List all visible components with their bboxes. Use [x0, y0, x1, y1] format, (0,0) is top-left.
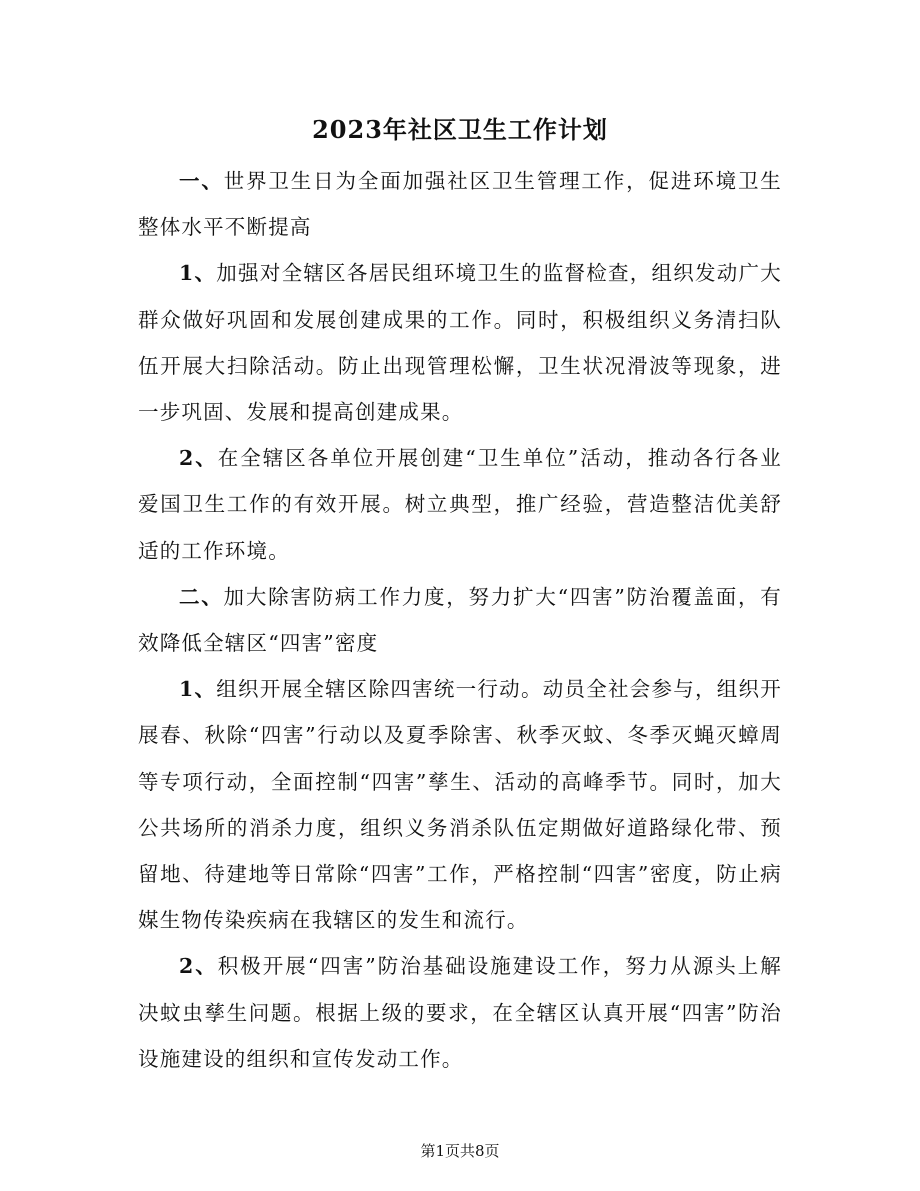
item-number: 1、 [179, 677, 217, 702]
section-number: 一、 [179, 169, 224, 193]
document-body [138, 158, 782, 1082]
paragraph-text: 积极开展“四害”防治基础设施建设工作，努力从源头上解决蚊虫孳生问题。根据上级的要求，在全辖区认真开展“四害”防治设施建设的组织和宣传发动工作。 [138, 954, 782, 1071]
paragraph-text: 组织开展全辖区除四害统一行动。动员全社会参与，组织开展春、秋除“四害”行动以及夏季除害、秋季灭蚊、冬季灭蝇灭蟑周等专项行动，全面控制“四害”孳生、活动的高峰季节。同时，加大公共场所的消杀力度，组织义务消杀队伍定期做好道路绿化带、预留地、待建地等日常除“四害”工作，严格控制“四害”密度，防止病媒生物传染疾病在我辖区的发生和流行。 [138, 677, 782, 933]
paragraph-1-1 [138, 250, 782, 435]
section-heading-2 [138, 574, 782, 666]
item-number: 1、 [179, 261, 217, 286]
paragraph-1-2 [138, 435, 782, 574]
paragraph-text: 在全辖区各单位开展创建“卫生单位”活动，推动各行各业爱国卫生工作的有效开展。树立典型，推广经验，营造整洁优美舒适的工作环境。 [138, 446, 782, 563]
item-number: 2、 [179, 446, 218, 471]
section-heading-1 [138, 158, 782, 250]
section-number: 二、 [179, 584, 224, 609]
section-text: 加大除害防病工作力度，努力扩大“四害”防治覆盖面，有效降低全辖区“四害”密度 [138, 584, 782, 656]
page-footer: 第1页共8页 [420, 1142, 500, 1160]
item-number: 2、 [179, 954, 218, 979]
paragraph-2-2 [138, 943, 782, 1082]
section-text: 世界卫生日为全面加强社区卫生管理工作，促进环境卫生整体水平不断提高 [138, 169, 782, 240]
paragraph-text: 加强对全辖区各居民组环境卫生的监督检查，组织发动广大群众做好巩固和发展创建成果的工作。同时，积极组织义务清扫队伍开展大扫除活动。防止出现管理松懈，卫生状况滑波等现象，进一步巩固、发展和提高创建成果。 [138, 261, 782, 425]
document-title: 2023年社区卫生工作计划 [312, 115, 608, 144]
paragraph-2-1 [138, 666, 782, 943]
